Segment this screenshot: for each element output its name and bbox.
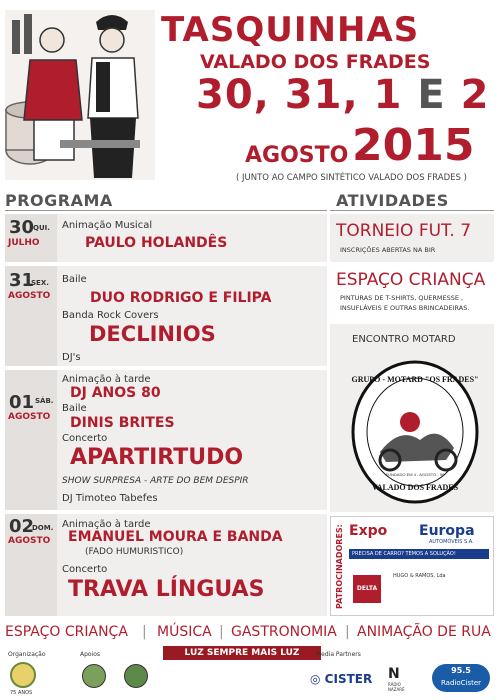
day-weekday: QUI. — [33, 224, 50, 232]
expo-sub: AUTOMÓVEIS S.A. — [429, 539, 474, 545]
luz-banner: LUZ SEMPRE MAIS LUZ — [163, 646, 321, 660]
radio-cister-logo — [432, 664, 490, 692]
day-number: 31 — [9, 270, 35, 291]
strip-sep: | — [142, 624, 147, 640]
europa-text: Europa — [419, 523, 475, 539]
organizer-anos: 75 ANOS — [10, 690, 33, 696]
day-date-box — [5, 266, 57, 366]
day-weekday: SÁB. — [35, 397, 54, 405]
strip-item-gastronomia: GASTRONOMIA — [231, 624, 337, 640]
apoio-logo-1 — [82, 664, 106, 688]
day-weekday: SEX. — [31, 279, 49, 287]
event-type: DJ's — [62, 352, 81, 363]
day-block-30 — [5, 214, 327, 262]
event-subtitle: VALADO DOS FRADES — [200, 51, 431, 73]
day-month: AGOSTO — [8, 536, 51, 546]
badge-top-text: GRUPO - MOTARD "OS FRADES" — [351, 375, 479, 384]
event-act: PAULO HOLANDÊS — [85, 235, 228, 251]
event-type: Baile — [62, 403, 87, 414]
sponsors-label: PATROCINADORES: — [335, 524, 344, 609]
atividades-heading: ATIVIDADES — [336, 191, 449, 210]
event-type: Concerto — [62, 564, 108, 575]
day-number: 02 — [9, 516, 35, 537]
day-block-01 — [5, 370, 327, 510]
event-type: Animação à tarde — [62, 374, 151, 385]
strip-sep: | — [345, 624, 350, 640]
show-surpresa: SHOW SURPRESA - ARTE DO BEM DESPIR — [62, 476, 249, 486]
event-month: AGOSTO — [245, 143, 349, 168]
badge-bottom-text: VALADO DOS FRADES — [371, 483, 459, 492]
activity-desc: INSCRIÇÕES ABERTAS NA BIR — [340, 246, 436, 254]
apoio-logo-2 — [124, 664, 148, 688]
programa-heading: PROGRAMA — [5, 191, 113, 210]
activity-desc: PINTURAS DE T-SHIRTS, QUERMESSE , — [340, 294, 464, 302]
badge-small-text: FUNDADO EM 4 - AGOSTO - 96 — [385, 472, 445, 477]
day-number: 01 — [9, 392, 35, 413]
cister-icon: ◎ — [310, 672, 321, 686]
event-type: Baile — [62, 274, 87, 285]
programa-divider — [5, 210, 327, 211]
atividades-divider — [330, 210, 494, 211]
activity-desc: INSUFLÁVEIS E OUTRAS BRINCADEIRAS. — [340, 304, 470, 312]
activity-motard — [330, 324, 494, 512]
hugo-text: HUGO & RAMOS, Lda — [393, 573, 446, 579]
day-date-box — [5, 514, 57, 616]
event-act: EMANUEL MOURA E BANDA — [68, 529, 283, 545]
strip-sep: | — [219, 624, 224, 640]
strip-item-musica: MÚSICA — [157, 624, 212, 640]
event-location: ( JUNTO AO CAMPO SINTÉTICO VALADO DOS FRADES ) — [236, 173, 467, 183]
tavern-illustration — [0, 0, 160, 185]
organizer-logo — [10, 662, 36, 688]
dates-part2: 2 — [460, 72, 490, 118]
cister-logo — [310, 672, 372, 686]
event-type: Concerto — [62, 433, 108, 444]
event-act: DECLINIOS — [89, 322, 216, 346]
delta-text: DELTA — [356, 585, 378, 592]
motard-badge — [350, 356, 480, 508]
day-month: AGOSTO — [8, 291, 51, 301]
footer-apoios: Apoios — [80, 651, 101, 658]
hugo-logo — [393, 573, 489, 603]
nazare-mark: N — [388, 666, 400, 682]
radio-nazare-logo — [388, 666, 416, 694]
event-act: TRAVA LÍNGUAS — [68, 577, 265, 602]
day-weekday: DOM. — [32, 524, 54, 532]
dates-part1: 30, 31, 1 — [196, 72, 403, 118]
expo-logo — [349, 523, 489, 545]
feature-strip — [5, 624, 493, 642]
event-type: Animação Musical — [62, 220, 153, 231]
footer-media: Media Partners — [316, 651, 361, 658]
nazare-text: RÁDIO NAZARÉ — [388, 682, 405, 692]
event-act: DINIS BRITES — [70, 415, 175, 431]
activity-title: TORNEIO FUT. 7 — [336, 221, 472, 241]
activity-title: ESPAÇO CRIANÇA — [336, 270, 486, 290]
day-number: 30 — [9, 217, 35, 238]
event-dates — [196, 72, 489, 118]
radio-cister-freq: 95.5 — [451, 666, 471, 675]
day-block-31 — [5, 266, 327, 366]
strip-item-crianca: ESPAÇO CRIANÇA — [5, 624, 128, 640]
dj-line: DJ Timoteo Tabefes — [62, 493, 158, 504]
event-title: TASQUINHAS — [161, 10, 420, 50]
radio-cister-text: RadioCister — [440, 679, 482, 687]
event-note: (FADO HUMURISTICO) — [85, 547, 184, 557]
sponsors-box — [330, 516, 494, 616]
dates-e: E — [417, 72, 446, 118]
event-type: Animação à tarde — [62, 519, 151, 530]
strip-item-animacao: ANIMAÇÃO DE RUA — [357, 624, 491, 640]
cister-text: CISTER — [324, 672, 373, 686]
expo-tagline: PRECISA DE CARRO? TEMOS A SOLUÇÃO! — [349, 549, 489, 559]
day-date-box — [5, 214, 57, 262]
day-date-box — [5, 370, 57, 510]
activity-torneio — [330, 214, 494, 262]
expo-text: Expo — [349, 523, 388, 539]
event-act: DJ ANOS 80 — [70, 385, 161, 401]
delta-logo — [353, 575, 381, 603]
activity-title: ENCONTRO MOTARD — [352, 334, 456, 345]
event-year: 2015 — [352, 120, 475, 171]
event-act: DUO RODRIGO E FILIPA — [90, 290, 272, 306]
event-act: APARTIRTUDO — [70, 445, 244, 470]
day-block-02 — [5, 514, 327, 616]
event-type: Banda Rock Covers — [62, 310, 159, 321]
day-month: JULHO — [8, 238, 40, 248]
header — [0, 0, 496, 188]
footer-organizacao: Organização — [8, 651, 46, 658]
activity-crianca — [330, 266, 494, 320]
day-month: AGOSTO — [8, 412, 51, 422]
